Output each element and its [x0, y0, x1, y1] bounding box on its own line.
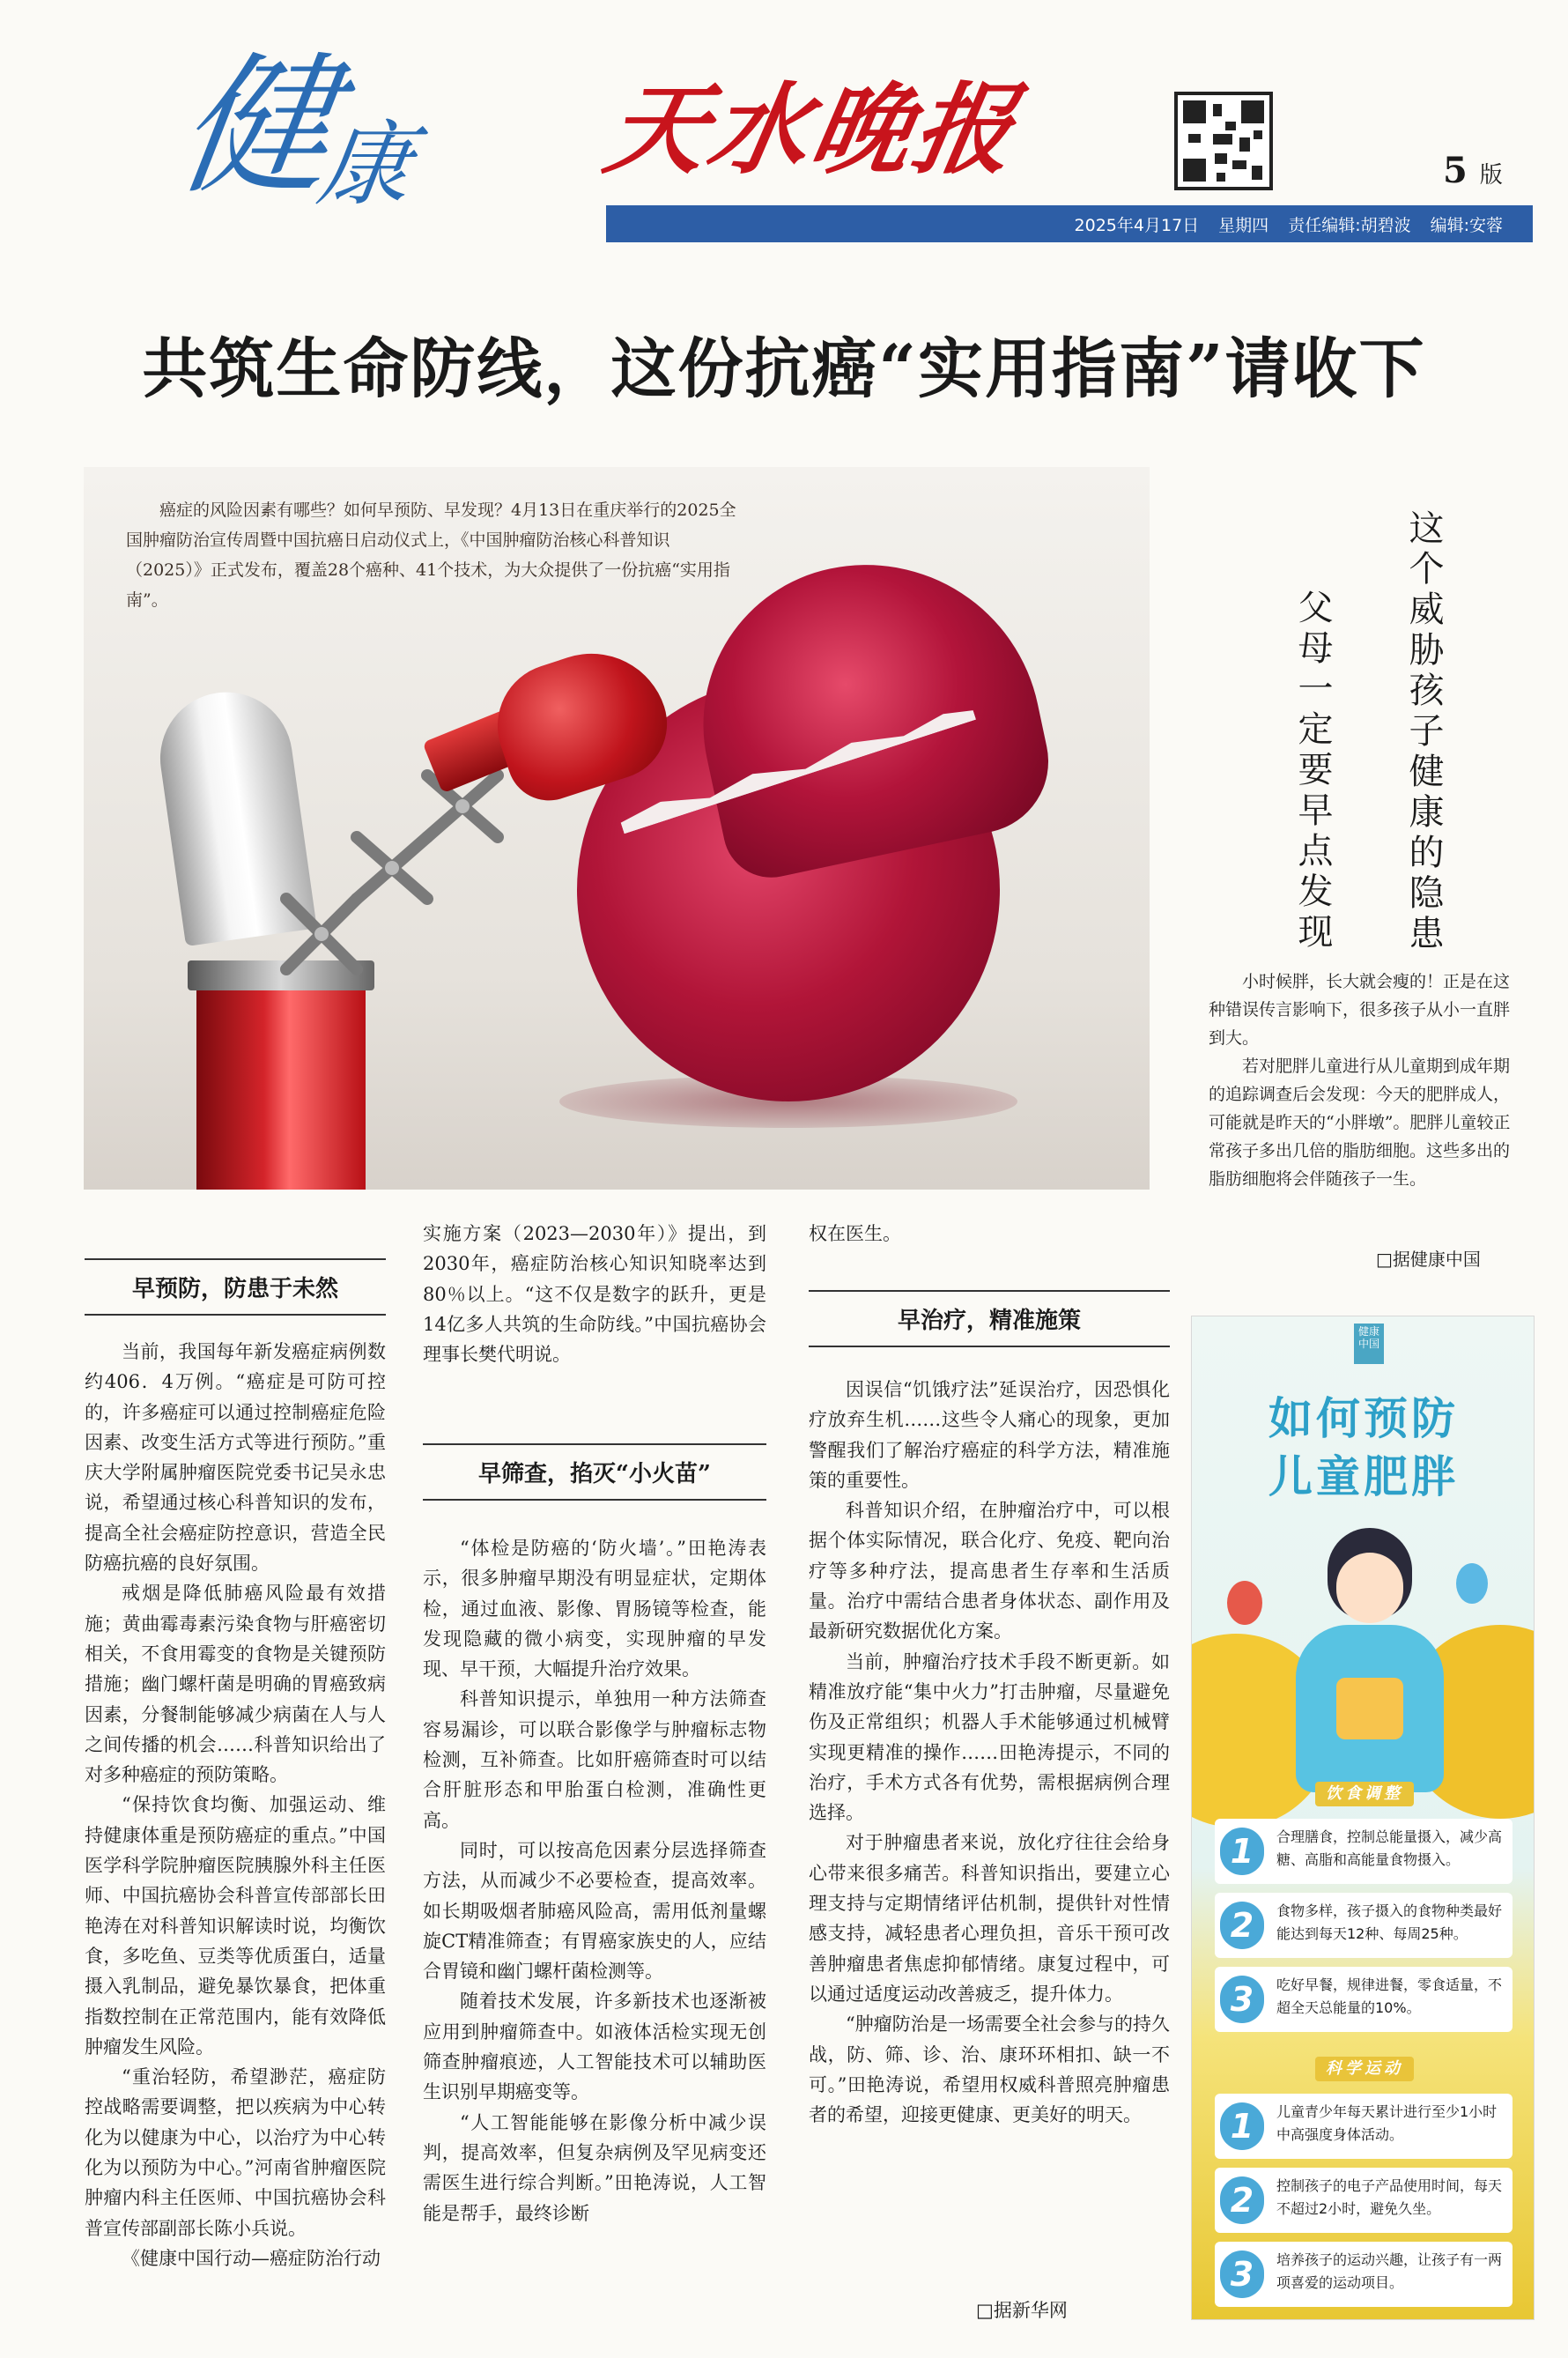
- page-number-value: 5: [1443, 150, 1468, 191]
- section-title-health: 健康: [167, 38, 419, 219]
- poster-sport-label: 科学运动: [1315, 2057, 1414, 2081]
- side-story-paragraph: 若对肥胖儿童进行从儿童期到成年期的追踪调查后会发现：今天的肥胖成人，可能就是昨天的“小胖墩”。肥胖儿童较正常孩子多出几倍的脂肪细胞。这些多出的脂肪细胞将会伴随孩子一生。: [1209, 1057, 1511, 1189]
- article-paragraph: 科普知识提示，单独用一种方法筛查容易漏诊，可以联合影像学与肿瘤标志物检测，互补筛查。比如肝癌筛查时可以结合肝脏形态和甲胎蛋白检测，准确性更高。: [423, 1688, 766, 1831]
- article-paragraph: 对于肿瘤患者来说，放化疗往往会给身心带来很多痛苦。科普知识指出，要建立心理支持与定期情绪评估机制，提供针对性情感支持，减轻患者心理负担，音乐干预可改善肿瘤患者焦虑抑郁情绪。康复过程中，可以通过适度运动改善疲乏，提升体力。: [809, 1832, 1170, 2005]
- article-column-3: [809, 1375, 1170, 2130]
- side-story-paragraph: 小时候胖，长大就会瘦的！正是在这种错误传言影响下，很多孩子从小一直胖到大。: [1209, 972, 1511, 1048]
- newspaper-logo: 天水晚报: [597, 72, 1027, 188]
- issue-date: 2025年4月17日: [1074, 215, 1200, 235]
- poster-sport-item: 1 儿童青少年每天累计进行至少1小时中高强度身体活动。: [1215, 2094, 1513, 2159]
- article-paragraph: 《健康中国行动—癌症防治行动: [122, 2247, 381, 2269]
- main-headline: 共筑生命防线，这份抗癌“实用指南”请收下: [142, 331, 1426, 407]
- issue-weekday: 星期四: [1218, 215, 1269, 235]
- article-paragraph: 因误信“饥饿疗法”延误治疗，因恐惧化疗放弃生机……这些令人痛心的现象，更加警醒我们了解治疗癌症的科学方法，精准施策的重要性。: [809, 1379, 1170, 1491]
- section3-title: 早治疗，精准施策: [809, 1290, 1170, 1347]
- hero-illustration: [84, 467, 1150, 1190]
- side-story-source: □据健康中国: [1376, 1249, 1481, 1270]
- editor-credit: 责任编辑:胡碧波: [1288, 215, 1411, 235]
- child-face: [1336, 1553, 1403, 1623]
- side-story-body: [1209, 968, 1526, 1193]
- article-paragraph: “人工智能能够在影像分析中减少误判，提高效率，但复杂病例及罕见病变还需医生进行综合判断。”田艳涛说，人工智能是帮手，最终诊断: [423, 2111, 766, 2224]
- article-paragraph: 科普知识介绍，在肿瘤治疗中，可以根据个体实际情况，联合化疗、免疫、靶向治疗等多种疗法，提高患者生存率和生活质量。治疗中需结合患者身体状态、副作用及最新研究数据优化方案。: [809, 1500, 1170, 1642]
- poster-balloon-icon: [1456, 1563, 1488, 1604]
- poster-diet-item: 3 吃好早餐，规律进餐，零食适量，不超全天总能量的10%。: [1215, 1967, 1513, 2032]
- side-story-title-line2: 父母一定要早点发现: [1292, 589, 1333, 953]
- poster-balloon-icon: [1227, 1581, 1262, 1625]
- poster-sport-item: 2 控制孩子的电子产品使用时间，每天不超过2小时，避免久坐。: [1215, 2168, 1513, 2233]
- article-column-2-top: [423, 1219, 766, 1369]
- poster-diet-label: 饮食调整: [1315, 1782, 1414, 1806]
- article-paragraph: “重治轻防，希望渺茫，癌症防控战略需要调整，把以疾病为中心转化为以健康为中心，以治疗为中心转化为以预防为中心。”河南省肿瘤医院肿瘤内科主任医师、中国抗癌协会科普宣传部副部长陈小兵说。: [85, 2066, 386, 2239]
- layout-credit: 编辑:安蓉: [1430, 215, 1503, 235]
- poster-diet-item: 2 食物多样，孩子摄入的食物种类最好能达到每天12种、每周25种。: [1215, 1893, 1513, 1958]
- hero-caption: 癌症的风险因素有哪些？如何早预防、早发现？4月13日在重庆举行的2025全国肿瘤防治宣传周暨中国抗癌日启动仪式上，《中国肿瘤防治核心科普知识（2025）》正式发布，覆盖28个癌种、41个技术，为大众提供了一份抗癌“实用指南”。: [126, 501, 736, 610]
- poster-title-line1: 如何预防: [1268, 1393, 1459, 1444]
- side-story-title-line1: 这个威胁孩子健康的隐患: [1403, 509, 1444, 955]
- article-paragraph: “保持饮食均衡、加强运动、维持健康体重是预防癌症的重点。”中国医学科学院肿瘤医院胰腺外科主任医师、中国抗癌协会科普宣传部部长田艳涛在对科普知识解读时说，均衡饮食，多吃鱼、豆类等优质蛋白，适量摄入乳制品，避免暴饮暴食，把体重指数控制在正常范围内，能有效降低肿瘤发生风险。: [85, 1794, 386, 2058]
- article-paragraph: 随着技术发展，许多新技术也逐渐被应用到肿瘤筛查中。如液体活检实现无创筛查肿瘤痕迹，人工智能技术可以辅助医生识别早期癌变等。: [423, 1991, 766, 2103]
- obesity-poster: [1191, 1316, 1535, 2320]
- article-paragraph: “肿瘤防治是一场需要全社会参与的持久战，防、筛、诊、治、康环环相扣、缺一不可。”田艳涛说，希望用权威科普照亮肿瘤患者的希望，迎接更健康、更美好的明天。: [809, 2013, 1170, 2126]
- article-paragraph: “体检是防癌的‘防火墙’。”田艳涛表示，很多肿瘤早期没有明显症状，定期体检，通过血液、影像、胃肠镜等检查，能发现隐藏的微小病变，实现肿瘤的早发现、早干预，大幅提升治疗效果。: [423, 1538, 766, 1680]
- section1-title: 早预防，防患于未然: [85, 1258, 386, 1316]
- article-paragraph: 权在医生。: [809, 1223, 901, 1244]
- article-paragraph: 同时，可以按高危因素分层选择筛查方法，从而减少不必要检查，提高效率。如长期吸烟者肺癌风险高，需用低剂量螺旋CT精准筛查；有胃癌家族史的人，应结合胃镜和幽门螺杆菌检测等。: [423, 1839, 766, 1983]
- article-column-2: [423, 1533, 766, 2228]
- article-paragraph: 戒烟是降低肺癌风险最有效措施；黄曲霉毒素污染食物与肝癌密切相关，不食用霉变的食物是关键预防措施；幽门螺杆菌是明确的胃癌致病因素，分餐制能够减少病菌在人与人之间传播的机会……科普知识给出了对多种癌症的预防策略。: [85, 1583, 386, 1786]
- poster-logo: 健康中国: [1354, 1324, 1384, 1364]
- article-paragraph: 实施方案（2023—2030年）》提出，到2030年，癌症防治核心知识知晓率达到80％以上。“这不仅是数字的跃升，更是14亿多人共筑的生命防线。”中国抗癌协会理事长樊代明说。: [423, 1223, 766, 1366]
- article-paragraph: 当前，我国每年新发癌症病例数约406．4万例。“癌症是可防可控的，许多癌症可以通过控制癌症危险因素、改变生活方式等进行预防。”重庆大学附属肿瘤医院党委书记吴永忠说，希望通过核心科普知识的发布，提高全社会癌症防控意识，营造全民防癌抗癌的良好氛围。: [85, 1341, 386, 1575]
- article-column-3-top: [809, 1219, 1170, 1249]
- child-illustration: [1283, 1528, 1451, 1810]
- poster-sport-item: 3 培养孩子的运动兴趣，让孩子有一两项喜爱的运动项目。: [1215, 2242, 1513, 2307]
- section2-title: 早筛查，掐灭“小火苗”: [423, 1443, 766, 1501]
- article-paragraph: 当前，肿瘤治疗技术手段不断更新。如精准放疗能“集中火力”打击肿瘤，尽量避免伤及正常组织；机器人手术能够通过机械臂实现更精准的操作……田艳涛提示，不同的治疗，手术方式各有优势，需根据病例合理选择。: [809, 1650, 1170, 1824]
- food-bowl-icon: [1336, 1678, 1403, 1739]
- poster-title-line2: 儿童肥胖: [1268, 1451, 1459, 1502]
- qr-code-icon: [1174, 92, 1273, 190]
- page-number: 5 版: [1443, 150, 1503, 191]
- poster-diet-item: 1 合理膳食，控制总能量摄入，减少高糖、高脂和高能量食物摄入。: [1215, 1819, 1513, 1884]
- issue-info-bar: [606, 205, 1533, 242]
- article-column-1: [85, 1337, 386, 2273]
- capsule-red-half: [196, 978, 366, 1190]
- article-source: □据新华网: [976, 2300, 1068, 2321]
